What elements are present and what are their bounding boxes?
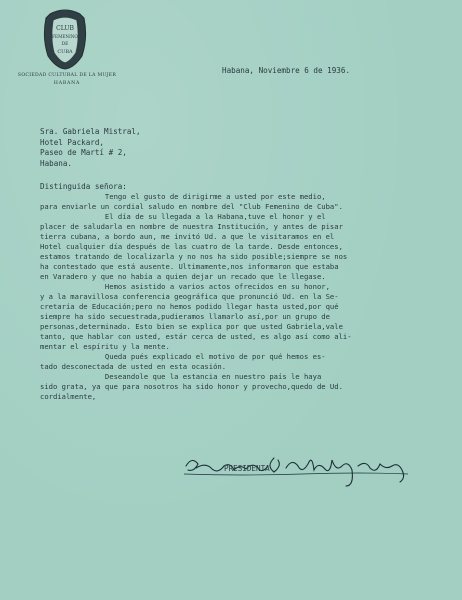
body-line: tado desconectada de usted en esta ocasión. [40, 362, 227, 371]
body-line: y a la maravillosa conferencia geográfica que pronunció Ud. en la Se- [40, 292, 339, 301]
body-line: Hemos asistido a varios actos ofrecidos en su honor, [40, 282, 330, 291]
handwritten-signature [182, 452, 412, 488]
body-line: en Varadero y que no había a quien dejar un recado que le llegase. [40, 272, 326, 281]
body-line: siempre ha sido secuestrada,pudieramos llamarlo así,por un grupo de [40, 312, 330, 321]
body-line: Queda pués explicado el motivo de por qué hemos es- [40, 352, 326, 361]
body-line: para enviarle un cordial saludo en nombre del "Club Femenino de Cuba". [40, 202, 343, 211]
club-crest-logo [36, 8, 94, 70]
body-line: Deseandole que la estancia en nuestro país le haya [40, 372, 322, 381]
address-line: Sra. Gabriela Mistral, [40, 127, 141, 136]
body-line: tanto, que hablar con usted, estár cerca de usted, es algo así como ali- [40, 332, 352, 341]
svg-text:FEMENINO: FEMENINO [52, 34, 78, 39]
body-line: El día de su llegada a la Habana,tuve el honor y el [40, 212, 326, 221]
body-line: cretaría de Educación;pero no hemos podido llegar hasta usted,por qué [40, 302, 339, 311]
body-line: sido grata, ya que para nosotros ha sido honor y provecho,quedo de Ud. [40, 382, 343, 391]
address-line: Habana. [40, 158, 73, 168]
svg-text:DE: DE [61, 42, 69, 47]
body-line: placer de saludarla en nombre de nuestra Institución, y antes de pisar [40, 222, 343, 231]
address-line: Paseo de Martí # 2, [40, 148, 127, 157]
svg-text:CUBA: CUBA [57, 49, 73, 55]
letter-body [40, 192, 448, 402]
body-line: cordialmente, [40, 392, 97, 401]
body-line: mentar el espíritu y la mente. [40, 342, 170, 351]
body-line: personas,determinado. Esto bien se explica por que usted Gabriela,vale [40, 322, 343, 331]
body-line: Tengo el gusto de dirigirme a usted por este medio, [40, 192, 326, 201]
society-name: SOCIEDAD CULTURAL DE LA MUJER [17, 73, 117, 78]
salutation: Distinguida señora: [40, 182, 127, 191]
signatory-title: PRESIDENTA [224, 464, 270, 473]
letter-date: Habana, Noviembre 6 de 1936. [222, 66, 351, 75]
society-city: HABANA [53, 81, 81, 86]
body-line: estamos tratando de localizarla y no nos ha sido posible;siempre se nos [40, 252, 348, 261]
body-line: tierra cubana, a bordo aun, me invitó Ud. a que le visitaramos en el [40, 232, 335, 241]
body-line: Hotel cualquier día después de las cuatro de la tarde. Desde entonces, [40, 242, 343, 251]
recipient-address [40, 127, 141, 169]
svg-text:CLUB: CLUB [56, 25, 74, 32]
address-line: Hotel Packard, [40, 137, 105, 147]
letterhead-society [8, 73, 126, 86]
body-line: ha contestado que está ausente. Ultimamente,nos informaron que estaba [40, 262, 339, 271]
